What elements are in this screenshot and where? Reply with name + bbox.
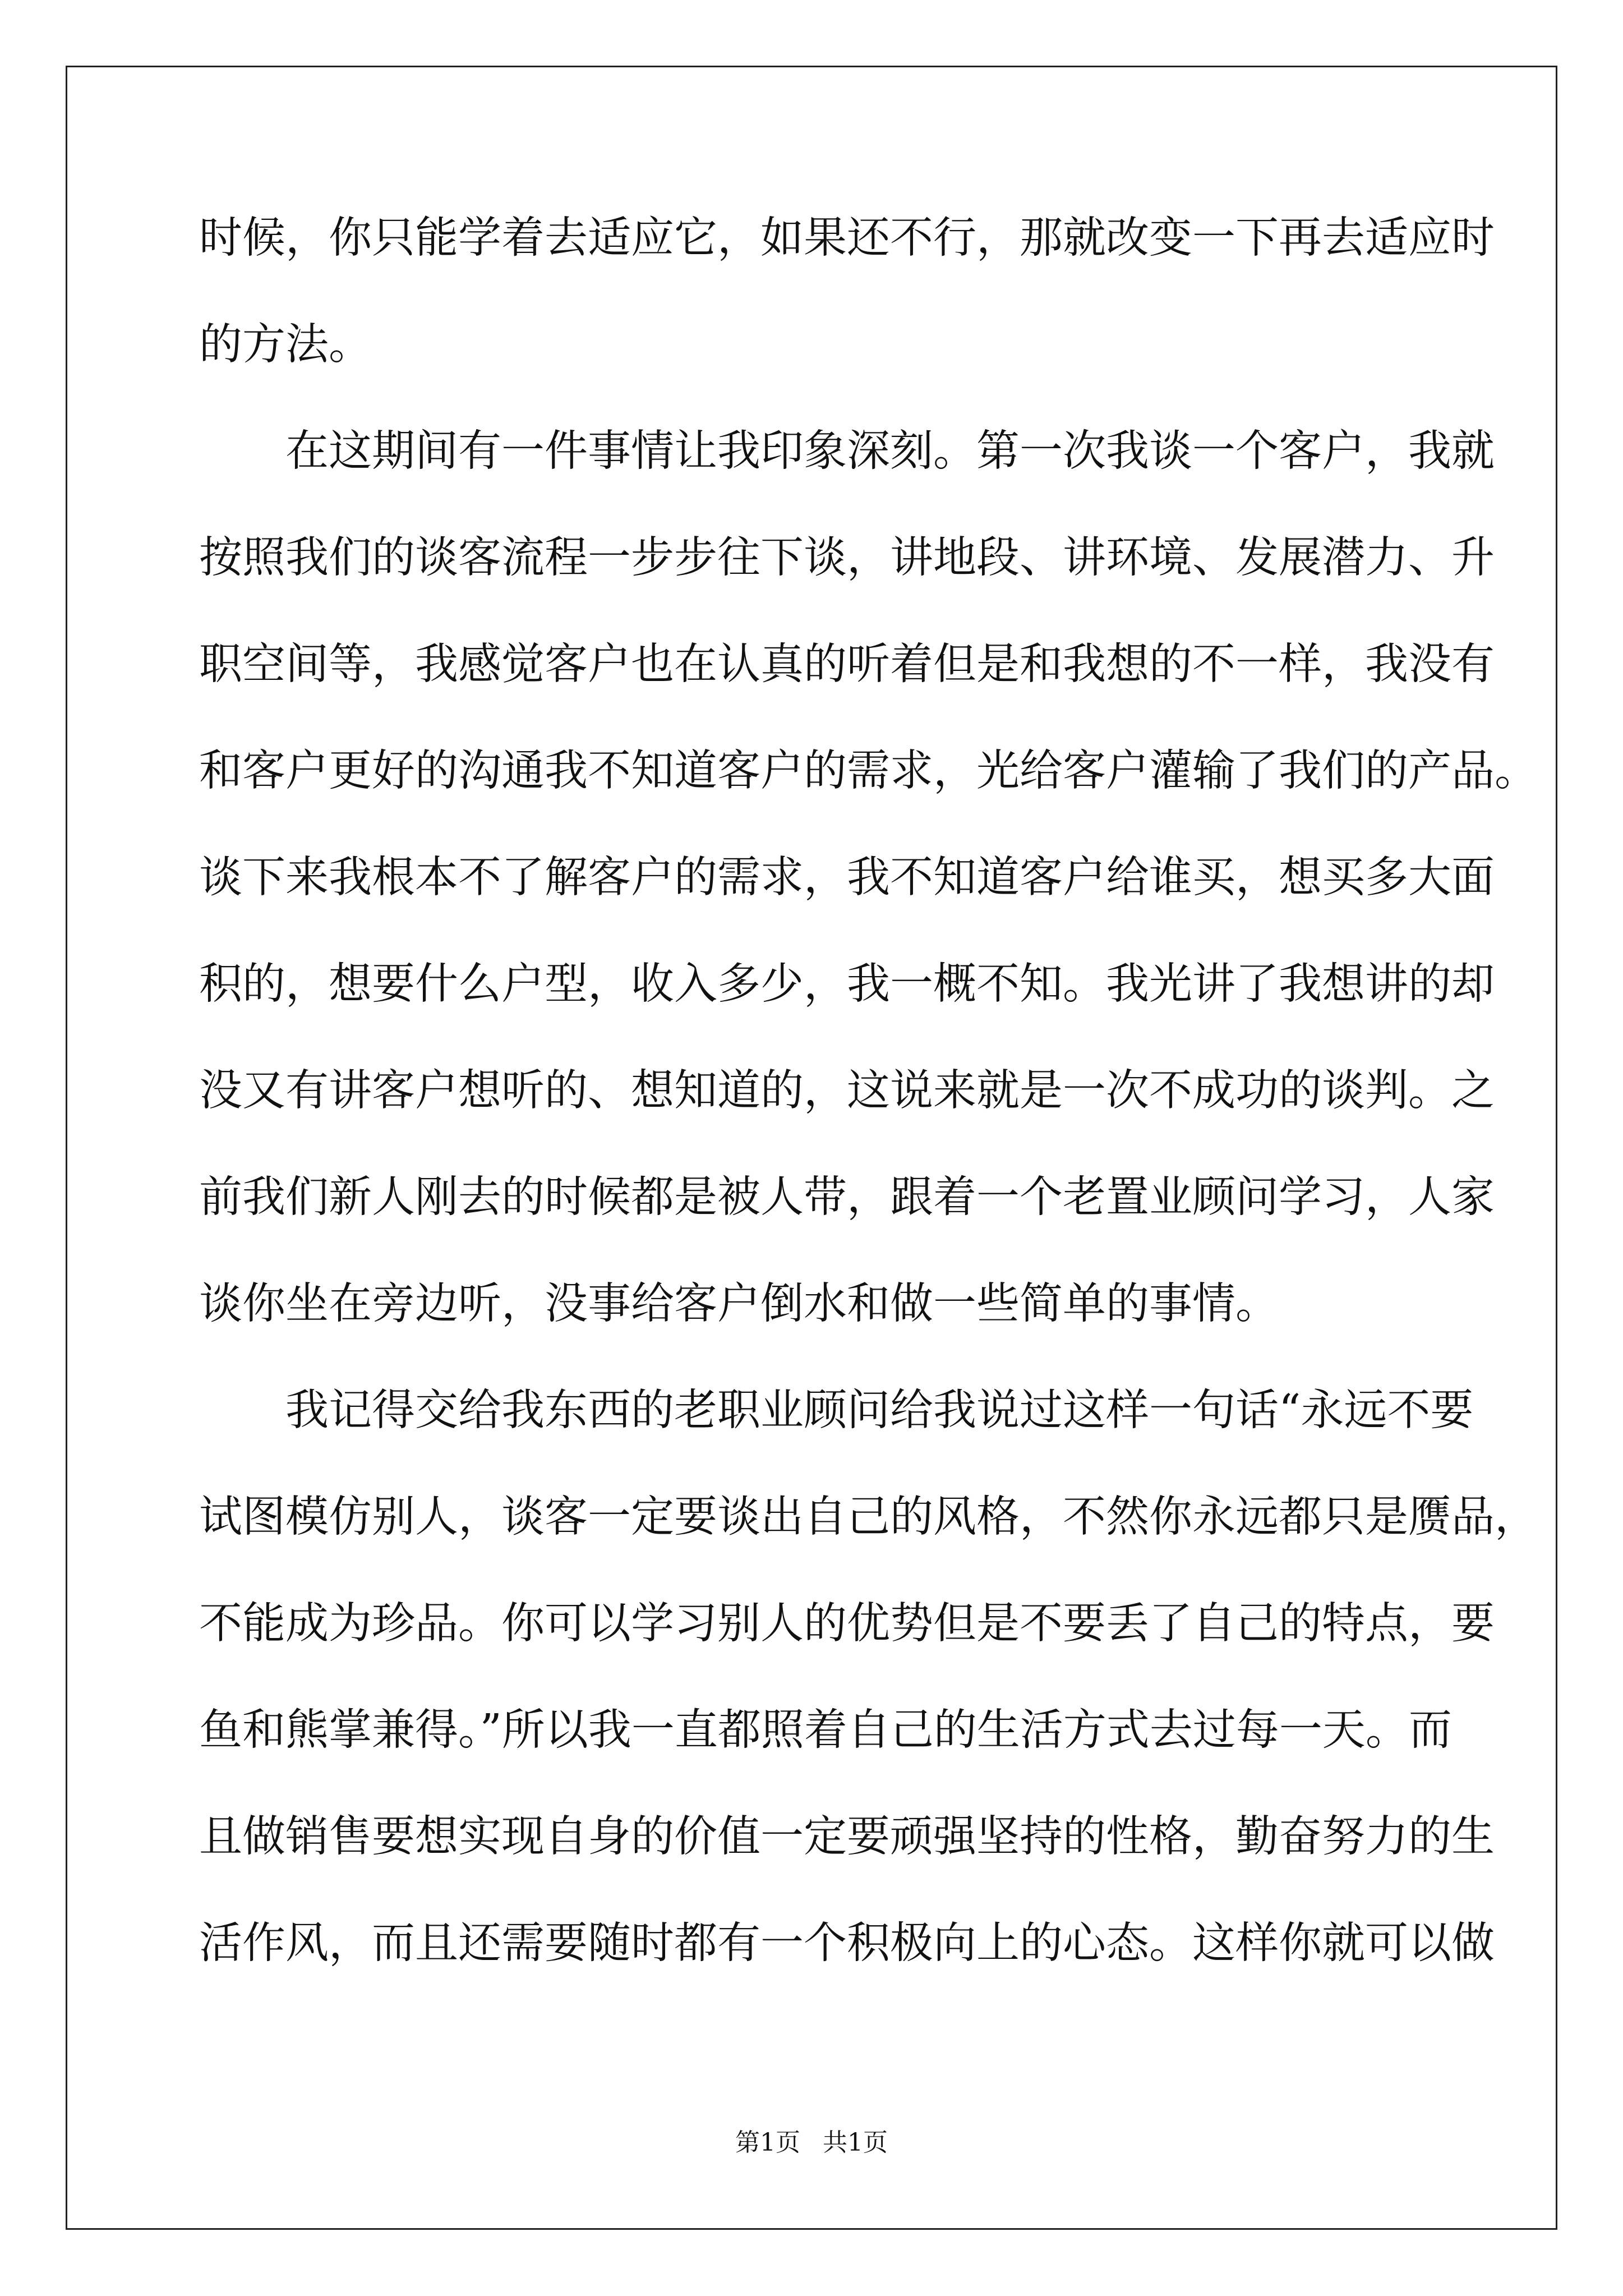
text-line: 积的，想要什么户型，收入多少，我一概不知。我光讲了我想讲的却 bbox=[199, 959, 1495, 1009]
text-line: 不能成为珍品。你可以学习别人的优势但是不要丢了自己的特点，要 bbox=[199, 1599, 1495, 1649]
page-footer bbox=[0, 2126, 1623, 2160]
text-line: 且做销售要想实现自身的价值一定要顽强坚持的性格，勤奋努力的生 bbox=[199, 1812, 1495, 1862]
text-line: 鱼和熊掌兼得。”所以我一直都照着自己的生活方式去过每一天。而 bbox=[199, 1705, 1452, 1755]
text-line: 时候，你只能学着去适应它，如果还不行，那就改变一下再去适应时 bbox=[199, 213, 1495, 263]
paragraph-start-line: 在这期间有一件事情让我印象深刻。第一次我谈一个客户，我就 bbox=[285, 426, 1495, 476]
text-line: 没又有讲客户想听的、想知道的，这说来就是一次不成功的谈判。之 bbox=[199, 1066, 1495, 1116]
paragraph-start-line: 我记得交给我东西的老职业顾问给我说过这样一句话“永远不要 bbox=[285, 1386, 1474, 1435]
page-border bbox=[66, 66, 1557, 2230]
page-number: 第1页 bbox=[735, 2128, 800, 2157]
text-line: 的方法。 bbox=[199, 320, 372, 370]
text-line: 谈下来我根本不了解客户的需求，我不知道客户给谁买，想买多大面 bbox=[199, 853, 1495, 903]
text-line: 和客户更好的沟通我不知道客户的需求，光给客户灌输了我们的产品。 bbox=[199, 746, 1538, 796]
page-total: 共1页 bbox=[823, 2128, 888, 2157]
text-line: 活作风，而且还需要随时都有一个积极向上的心态。这样你就可以做 bbox=[199, 1918, 1495, 1968]
text-line: 前我们新人刚去的时候都是被人带，跟着一个老置业顾问学习，人家 bbox=[199, 1172, 1495, 1222]
text-line: 谈你坐在旁边听，没事给客户倒水和做一些简单的事情。 bbox=[199, 1279, 1279, 1329]
text-line: 按照我们的谈客流程一步步往下谈，讲地段、讲环境、发展潜力、升 bbox=[199, 533, 1495, 583]
text-line: 试图模仿别人，谈客一定要谈出自己的风格，不然你永远都只是赝品， bbox=[199, 1492, 1538, 1542]
text-line: 职空间等，我感觉客户也在认真的听着但是和我想的不一样，我没有 bbox=[199, 639, 1495, 689]
